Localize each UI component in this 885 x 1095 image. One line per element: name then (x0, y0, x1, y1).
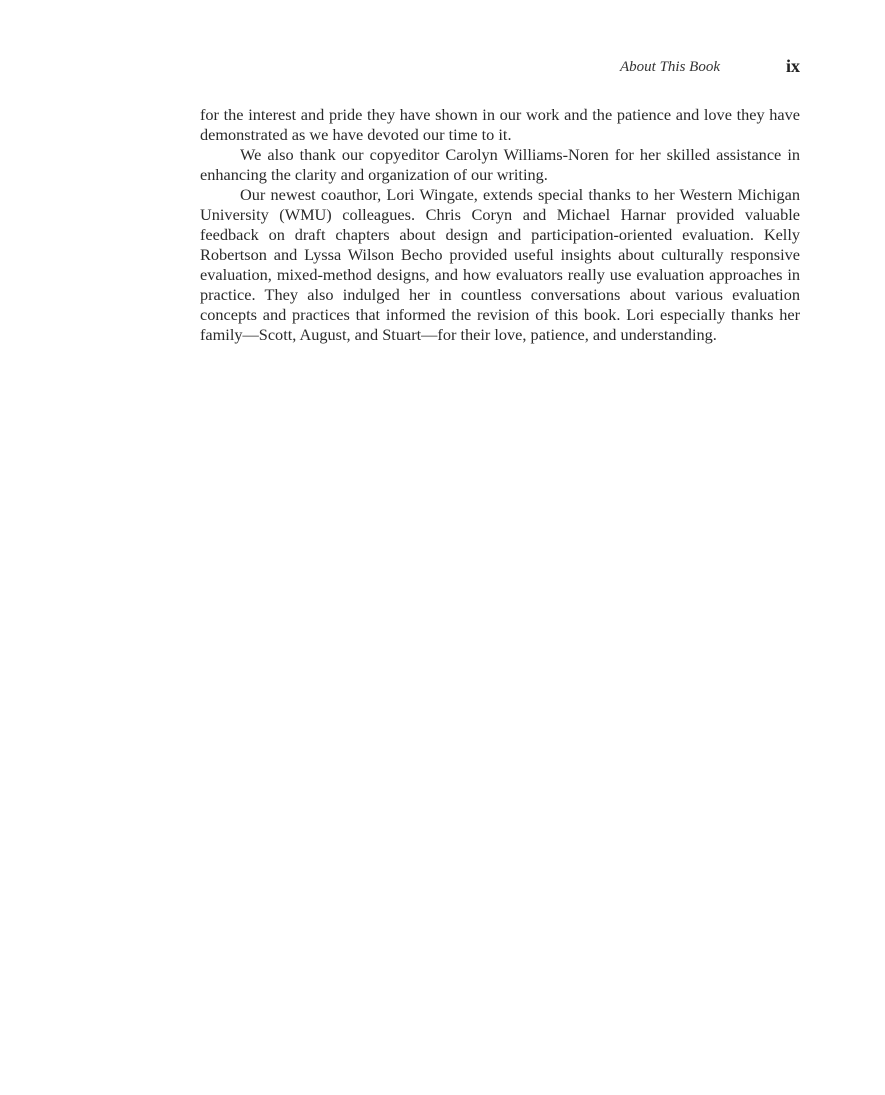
paragraph-copyeditor-thanks: We also thank our copyeditor Carolyn Williams-Noren for her skilled assistance in enhancing the clarity and organization of our writing. (200, 145, 800, 184)
paragraph-coauthor-thanks: Our newest coauthor, Lori Wingate, extends special thanks to her Western Michigan University (WMU) colleagues. Chris Coryn and Michael Harnar provided valuable feedback on draft chapters about design and participation-oriented evaluation. Kelly Robertson and Lyssa Wilson Becho provided useful insights about culturally responsive evaluation, mixed-method designs, and how evaluators really use evaluation approaches in practice. They also indulged her in countless conversations about various evaluation concepts and practices that informed the revision of this book. Lori especially thanks her family—Scott, August, and Stuart—for their love, patience, and understanding. (200, 185, 800, 344)
page-number: ix (785, 56, 800, 76)
running-header (200, 56, 800, 80)
paragraph-continuation: for the interest and pride they have shown in our work and the patience and love they have demonstrated as we have devoted our time to it. (200, 105, 800, 144)
running-title: About This Book (620, 59, 720, 75)
body-text (200, 105, 800, 345)
